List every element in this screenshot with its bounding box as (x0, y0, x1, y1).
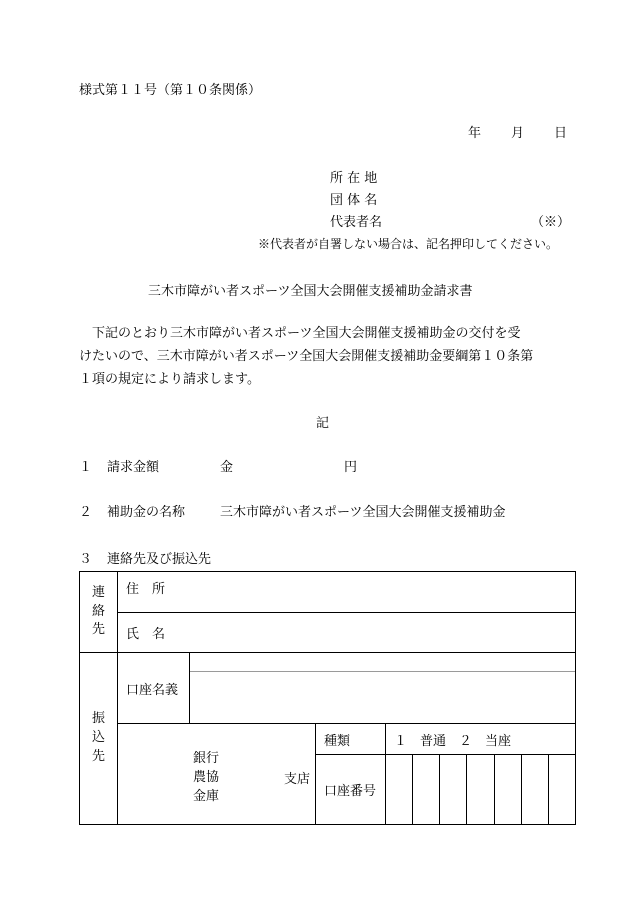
address-label: 所 在 地 (330, 171, 378, 186)
kind-label: 種類 (324, 733, 351, 749)
signature-note: ※代表者が自署しない場合は、記名押印してください。 (258, 237, 559, 251)
item-3-label: 連絡先及び振込先 (107, 552, 212, 567)
bank-type-coop: 農協 (193, 770, 220, 785)
item-2-number: ２ (79, 505, 93, 520)
contact-header-char-1: 連 (91, 584, 105, 600)
seal-mark: （※） (531, 215, 571, 230)
bank-cell[interactable] (118, 724, 316, 825)
bank-type-list (193, 749, 219, 806)
year-label: 年 (468, 126, 482, 141)
item-2-value: 三木市障がい者スポーツ全国大会開催支援補助金 (220, 505, 506, 520)
bank-type-bank: 銀行 (193, 751, 220, 766)
digit-box-5[interactable] (494, 755, 521, 824)
transfer-header (80, 653, 118, 825)
contact-transfer-table (79, 571, 576, 825)
item-1-yen: 円 (344, 460, 358, 475)
address-field-label: 住 所 (126, 582, 166, 597)
digit-box-6[interactable] (521, 755, 548, 824)
item-1-kin: 金 (220, 460, 234, 475)
digit-box-1[interactable] (386, 755, 412, 824)
account-name-label: 口座名義 (126, 682, 179, 698)
body-line-3: １項の規定により請求します。 (79, 372, 260, 387)
item-1-label: 請求金額 (107, 460, 160, 475)
account-number-cell[interactable] (386, 755, 576, 825)
ki-heading: 記 (316, 416, 330, 431)
kind-label-cell (316, 724, 386, 755)
name-field-label: 氏 名 (126, 627, 166, 642)
digit-box-7[interactable] (548, 755, 575, 824)
account-number-boxes (386, 755, 575, 824)
group-name-label: 団 体 名 (330, 193, 378, 208)
transfer-header-char-3: 先 (91, 748, 105, 764)
account-name-cell[interactable] (190, 653, 576, 724)
branch-label: 支店 (284, 772, 311, 787)
contact-header-char-3: 先 (91, 622, 105, 638)
account-name-label-cell (118, 653, 190, 724)
address-cell[interactable] (118, 572, 576, 613)
bank-type-credit: 金庫 (193, 789, 220, 804)
digit-box-4[interactable] (466, 755, 493, 824)
month-label: 月 (511, 126, 525, 141)
kind-options: １ 普通 ２ 当座 (394, 733, 512, 749)
form-number: 様式第１１号（第１０条関係） (79, 83, 262, 98)
contact-header (80, 572, 118, 653)
account-name-kana-line[interactable] (190, 653, 575, 672)
account-number-label-cell (316, 755, 386, 825)
body-line-2: けたいので、三木市障がい者スポーツ全国大会開催支援補助金要綱第１０条第 (79, 349, 534, 364)
contact-header-char-2: 絡 (91, 603, 105, 619)
item-2-label: 補助金の名称 (107, 505, 186, 520)
representative-label: 代表者名 (330, 215, 383, 230)
digit-box-2[interactable] (412, 755, 439, 824)
transfer-header-char-1: 振 (91, 711, 105, 727)
item-1-number: １ (79, 460, 93, 475)
transfer-header-char-2: 込 (91, 730, 105, 746)
document-title: 三木市障がい者スポーツ全国大会開催支援補助金請求書 (148, 284, 473, 299)
day-label: 日 (554, 126, 568, 141)
name-cell[interactable] (118, 613, 576, 653)
digit-box-3[interactable] (439, 755, 466, 824)
item-3-number: ３ (79, 552, 93, 567)
body-line-1: 下記のとおり三木市障がい者スポーツ全国大会開催支援補助金の交付を受 (92, 326, 521, 341)
kind-options-cell[interactable] (386, 724, 576, 755)
account-number-label: 口座番号 (324, 784, 377, 800)
